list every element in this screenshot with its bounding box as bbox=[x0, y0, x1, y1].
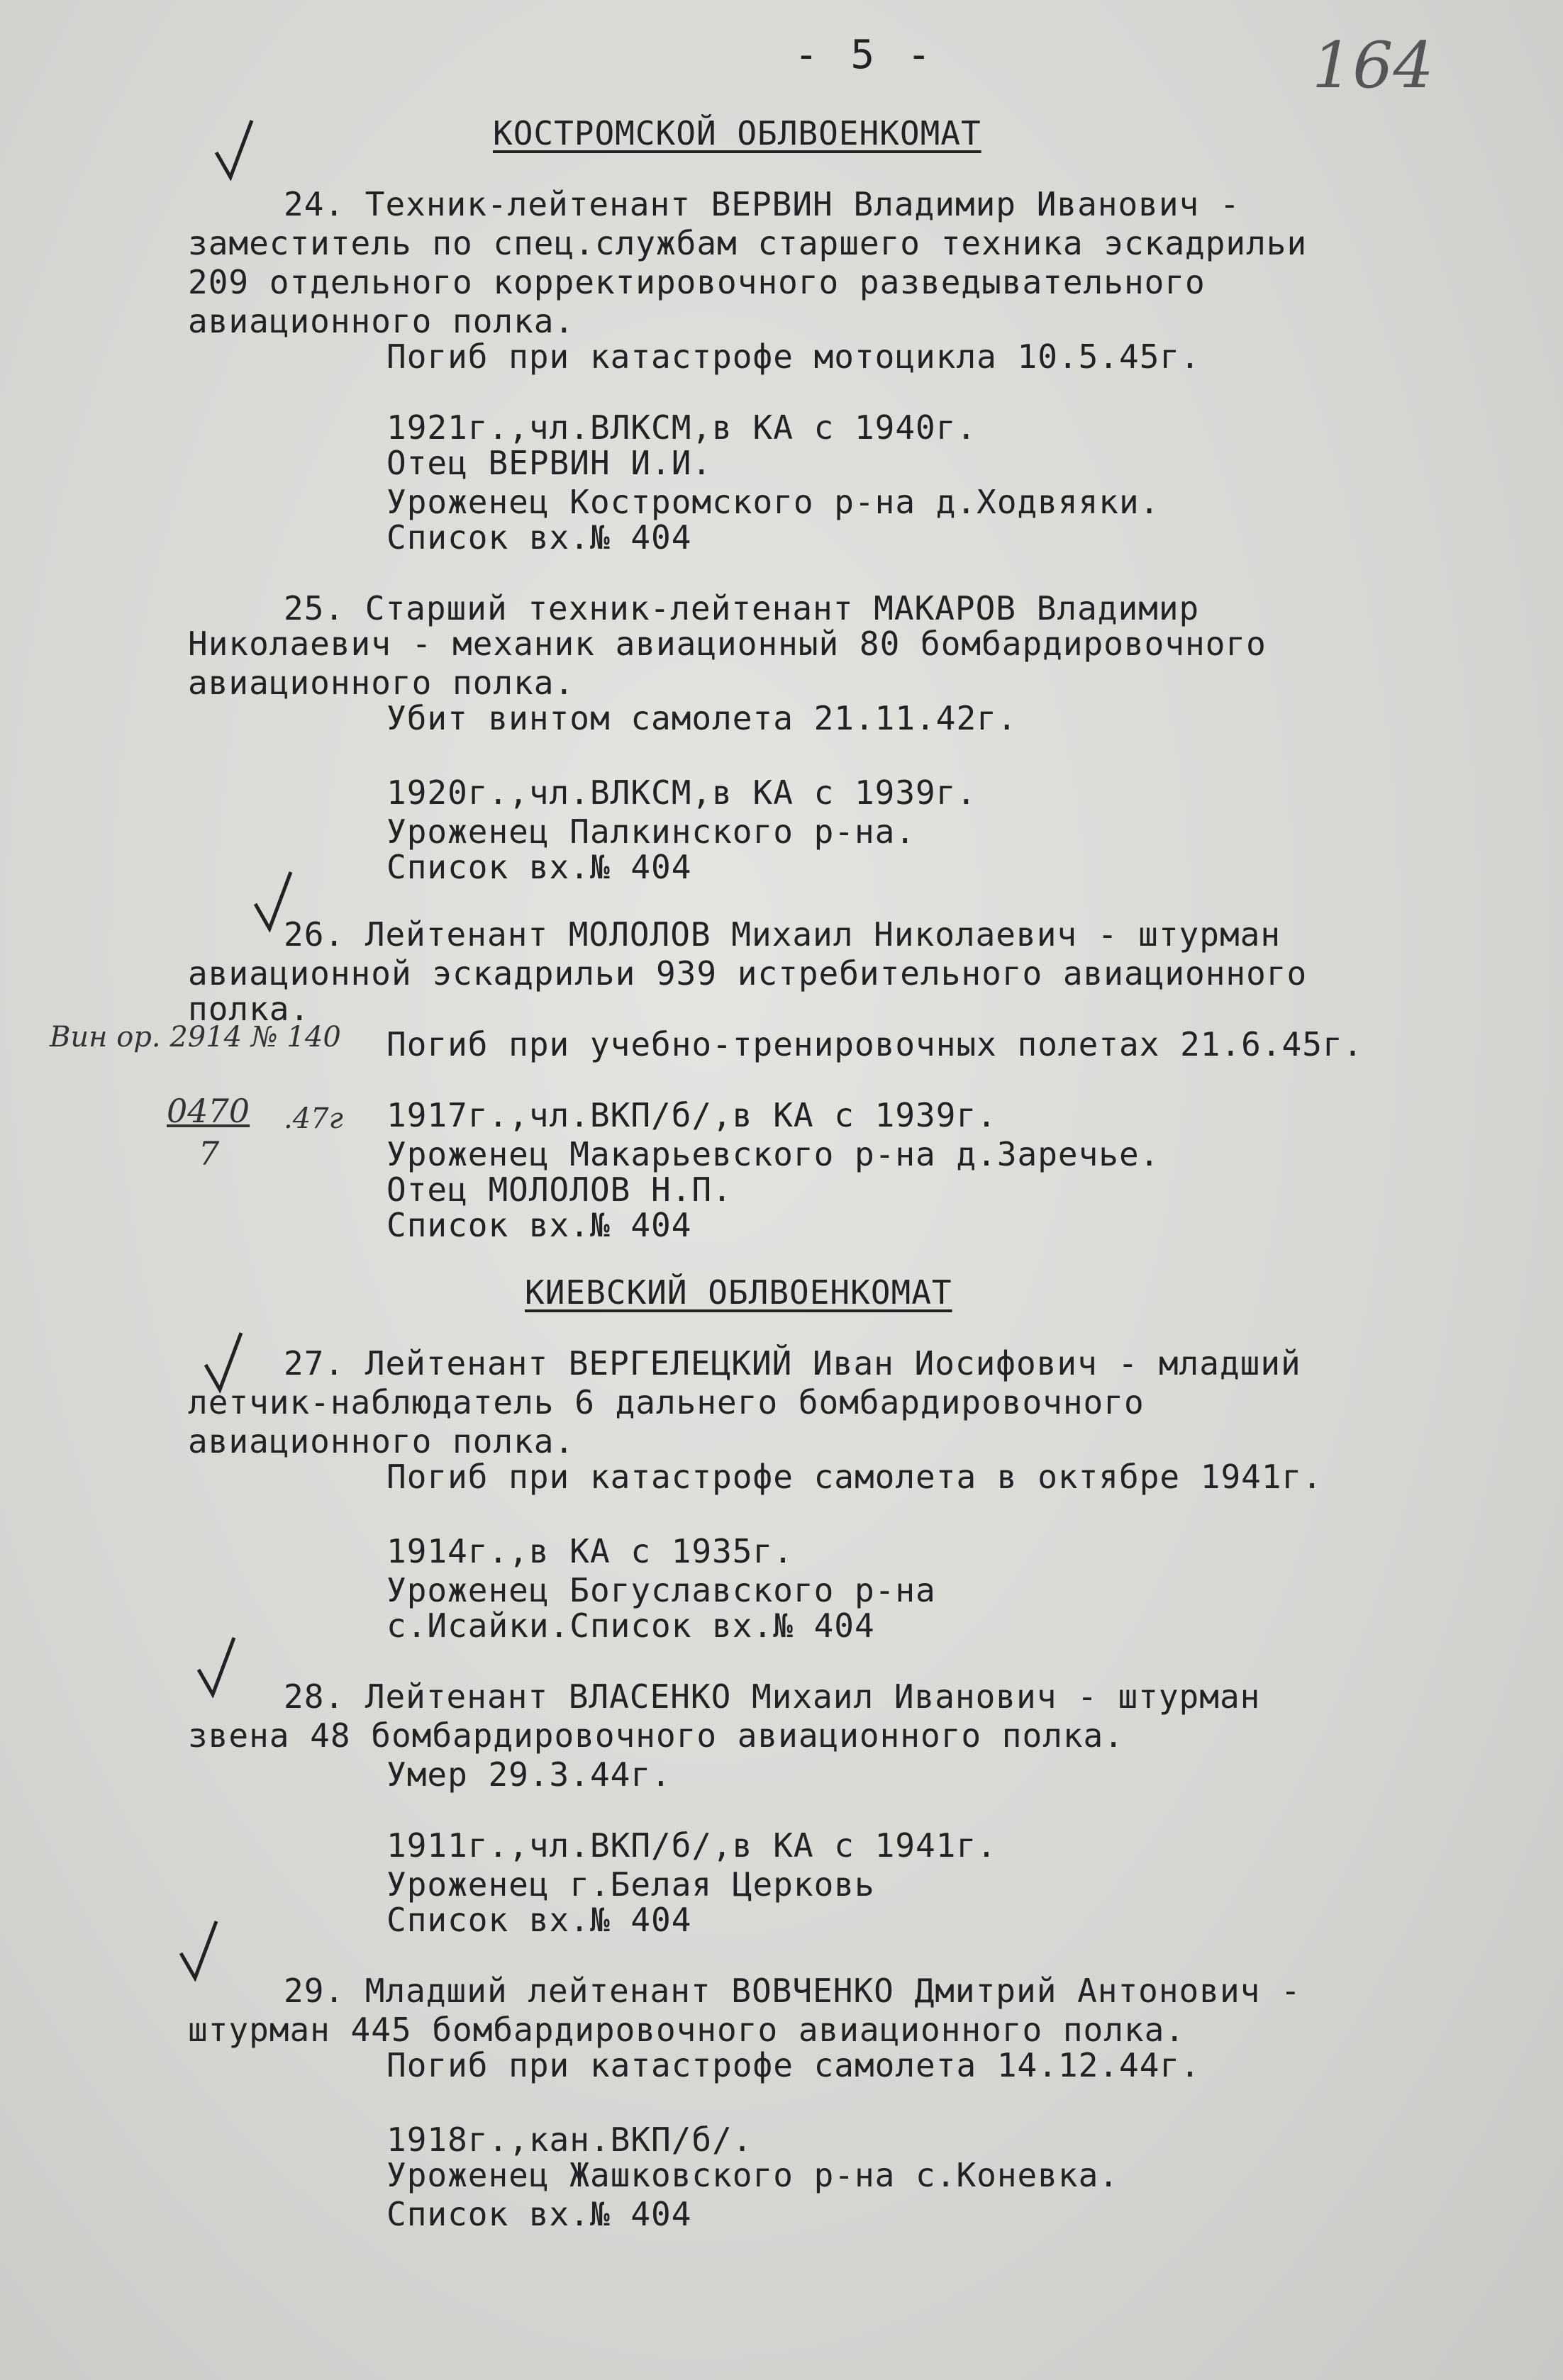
entry-line: Отец МОЛОЛОВ Н.П. bbox=[386, 1171, 733, 1209]
entry-line: 209 отдельного корректировочного разведывательного bbox=[188, 263, 1206, 301]
entry-line: Уроженец г.Белая Церковь bbox=[386, 1865, 875, 1904]
margin-note-year: .47г bbox=[284, 1102, 343, 1135]
page-number: - 5 - bbox=[794, 32, 935, 78]
entry-line: 1918г.,кан.ВКП/б/. bbox=[386, 2121, 753, 2159]
check-mark-icon bbox=[177, 1918, 220, 1982]
check-mark-icon bbox=[213, 117, 255, 181]
entry-line: 26. Лейтенант МОЛОЛОВ Михаил Николаевич - штурман bbox=[284, 915, 1281, 954]
entry-line: звена 48 бомбардировочного авиационного полка. bbox=[188, 1716, 1124, 1755]
entry-line: с.Исайки.Список вх.№ 404 bbox=[386, 1607, 875, 1645]
entry-line: Список вх.№ 404 bbox=[386, 518, 692, 557]
entry-line: авиационного полка. bbox=[188, 664, 575, 702]
entry-line: 1917г.,чл.ВКП/б/,в КА с 1939г. bbox=[386, 1096, 997, 1134]
entry-line: Уроженец Богуславского р-на bbox=[386, 1571, 936, 1609]
margin-note-fraction-numerator: 0470 bbox=[167, 1092, 250, 1130]
entry-line: 1911г.,чл.ВКП/б/,в КА с 1941г. bbox=[386, 1826, 997, 1865]
entry-line: Умер 29.3.44г. bbox=[386, 1755, 672, 1794]
entry-line: Погиб при катастрофе мотоцикла 10.5.45г. bbox=[386, 337, 1201, 376]
entry-line: Убит винтом самолета 21.11.42г. bbox=[386, 699, 1018, 737]
margin-note-fraction-denominator: 7 bbox=[199, 1134, 220, 1173]
entry-line: Погиб при катастрофе самолета в октябре 1941г. bbox=[386, 1458, 1323, 1496]
entry-line: Уроженец Макарьевского р-на д.Заречье. bbox=[386, 1135, 1160, 1173]
entry-line: 25. Старший техник-лейтенант МАКАРОВ Владимир bbox=[284, 589, 1200, 627]
entry-line: 1921г.,чл.ВЛКСМ,в КА с 1940г. bbox=[386, 408, 977, 447]
entry-line: авиационного полка. bbox=[188, 1422, 575, 1460]
entry-line: штурман 445 бомбардировочного авиационного полка. bbox=[188, 2011, 1186, 2049]
entry-line: полка. bbox=[188, 990, 311, 1028]
entry-line: летчик-наблюдатель 6 дальнего бомбардировочного bbox=[188, 1383, 1145, 1421]
margin-note: Вин ор. 2914 № 140 bbox=[50, 1021, 341, 1054]
entry-line: 24. Техник-лейтенант ВЕРВИН Владимир Иванович - bbox=[284, 185, 1240, 223]
entry-line: 27. Лейтенант ВЕРГЕЛЕЦКИЙ Иван Иосифович - младший bbox=[284, 1344, 1301, 1382]
entry-line: Уроженец Жашковского р-на с.Коневка. bbox=[386, 2156, 1119, 2194]
entry-line: 1914г.,в КА с 1935г. bbox=[386, 1532, 794, 1570]
entry-line: авиационной эскадрильи 939 истребительного авиационного bbox=[188, 954, 1308, 993]
folio-number: 164 bbox=[1312, 28, 1434, 103]
section-header: КИЕВСКИЙ ОБЛВОЕНКОМАТ bbox=[525, 1273, 952, 1312]
entry-line: авиационного полка. bbox=[188, 302, 575, 340]
entry-line: Уроженец Костромского р-на д.Ходвяяки. bbox=[386, 483, 1160, 521]
section-header: КОСТРОМСКОЙ ОБЛВОЕНКОМАТ bbox=[493, 114, 981, 152]
entry-line: Список вх.№ 404 bbox=[386, 2195, 692, 2233]
entry-line: Николаевич - механик авиационный 80 бомбардировочного bbox=[188, 625, 1267, 663]
entry-line: 29. Младший лейтенант ВОВЧЕНКО Дмитрий Антонович - bbox=[284, 1972, 1301, 2010]
check-mark-icon bbox=[195, 1634, 238, 1698]
entry-line: Список вх.№ 404 bbox=[386, 1901, 692, 1939]
entry-line: 28. Лейтенант ВЛАСЕНКО Михаил Иванович - штурман bbox=[284, 1677, 1261, 1716]
entry-line: Погиб при учебно-тренировочных полетах 21.6.45г. bbox=[386, 1025, 1364, 1063]
entry-line: Список вх.№ 404 bbox=[386, 848, 692, 886]
entry-line: Погиб при катастрофе самолета 14.12.44г. bbox=[386, 2046, 1201, 2084]
entry-line: заместитель по спец.службам старшего техника эскадрильи bbox=[188, 224, 1308, 262]
entry-line: Уроженец Палкинского р-на. bbox=[386, 812, 916, 851]
entry-line: Список вх.№ 404 bbox=[386, 1206, 692, 1244]
entry-line: Отец ВЕРВИН И.И. bbox=[386, 444, 713, 482]
entry-line: 1920г.,чл.ВЛКСМ,в КА с 1939г. bbox=[386, 773, 977, 812]
